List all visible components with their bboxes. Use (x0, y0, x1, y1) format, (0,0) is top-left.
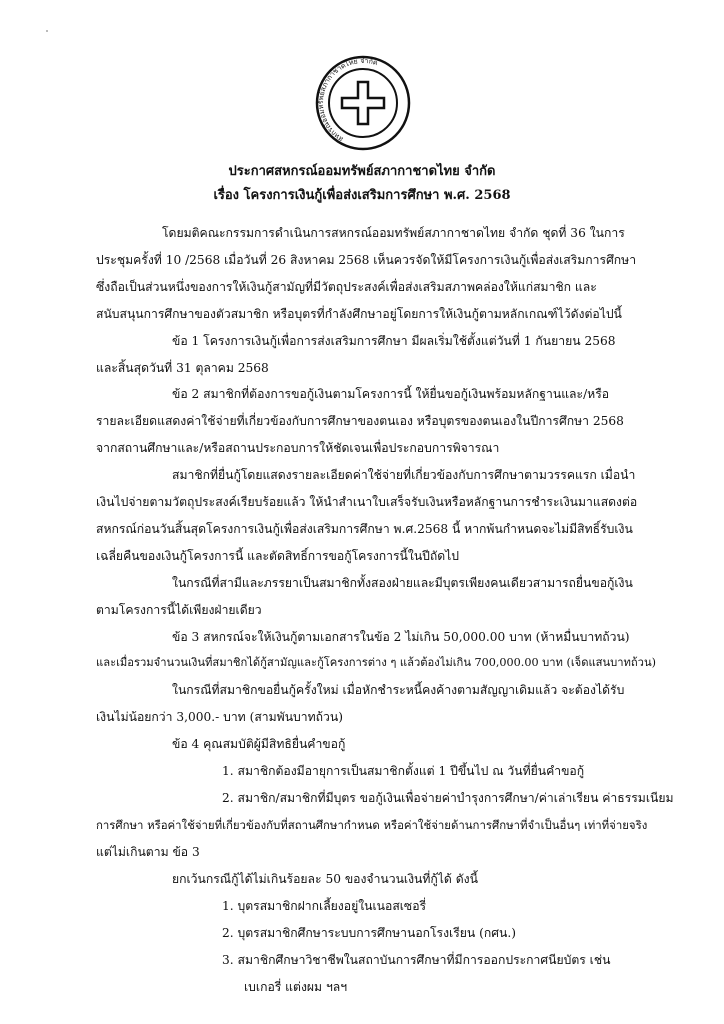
body-line: ตามโครงการนี้ได้เพียงฝ่ายเดียว (96, 603, 262, 617)
clause-line: ข้อ 4 คุณสมบัติผู้มีสิทธิยื่นคำขอกู้ (172, 737, 346, 751)
body-line: เฉลี่ยคืนของเงินกู้โครงการนี้ และตัดสิทธิ์การขอกู้โครงการนี้ในปีถัดไป (96, 549, 460, 563)
body-line: สหกรณ์ก่อนวันสิ้นสุดโครงการเงินกู้เพื่อส่งเสริมการศึกษา พ.ศ.2568 นี้ หากพ้นกำหนดจะไม่มีสิทธิ์รับเงิน (96, 522, 633, 536)
clause-line: ข้อ 3 สหกรณ์จะให้เงินกู้ตามเอกสารในข้อ 2 ไม่เกิน 50,000.00 บาท (ห้าหมื่นบาทถ้วน) (172, 630, 630, 644)
body-line: แต่ไม่เกินตาม ข้อ 3 (96, 845, 200, 859)
body-line: เงินไม่น้อยกว่า 3,000.- บาท (สามพันบาทถ้วน) (96, 710, 343, 724)
body-line: การศึกษา หรือค่าใช้จ่ายที่เกี่ยวข้องกับที่สถานศึกษากำหนด หรือค่าใช้จ่ายด้านการศึกษาที่จำเป็นอื่นๆ เท่าที่จ่ายจริง (96, 818, 648, 832)
scan-speck (46, 30, 48, 32)
list-item: 2. บุตรสมาชิกศึกษาระบบการศึกษานอกโรงเรียน (กศน.) (222, 926, 516, 940)
body-line: ซึ่งถือเป็นส่วนหนึ่งของการให้เงินกู้สามัญที่มีวัตถุประสงค์เพื่อส่งเสริมสภาพคล่องให้แก่สมาชิก และ (96, 280, 597, 294)
body-line: จากสถานศึกษาและ/หรือสถานประกอบการให้ชัดเจนเพื่อประกอบการพิจารณา (96, 441, 500, 455)
cooperative-seal-logo (314, 54, 412, 152)
body-line: และเมื่อรวมจำนวนเงินที่สมาชิกได้กู้สามัญและกู้โครงการต่าง ๆ แล้วต้องไม่เกิน 700,000.00 บาท (เจ็ดแสนบาทถ้วน) (96, 656, 656, 669)
clause-line: ข้อ 2 สมาชิกที่ต้องการขอกู้เงินตามโครงการนี้ ให้ยื่นขอกู้เงินพร้อมหลักฐานและ/หรือ (172, 387, 610, 401)
body-line: เงินไปจ่ายตามวัตถุประสงค์เรียบร้อยแล้ว ให้นำสำเนาใบเสร็จรับเงินหรือหลักฐานการชำระเงินมาแสดงต่อ (96, 495, 638, 509)
body-line: ในกรณีที่สมาชิกขอยื่นกู้ครั้งใหม่ เมื่อหักชำระหนี้คงค้างตามสัญญาเดิมแล้ว จะต้องได้รับ (172, 683, 625, 697)
list-item: เบเกอรี่ แต่งผม ฯลฯ (244, 980, 348, 994)
body-line: ประชุมครั้งที่ 10 /2568 เมื่อวันที่ 26 สิงหาคม 2568 เห็นควรจัดให้มีโครงการเงินกู้เพื่อส่งเสริมการศึกษา (96, 253, 637, 267)
body-line: โดยมติคณะกรรมการดำเนินการสหกรณ์ออมทรัพย์สภากาชาดไทย จำกัด ชุดที่ 36 ในการ (162, 226, 625, 240)
body-line: ในกรณีที่สามีและภรรยาเป็นสมาชิกทั้งสองฝ่ายและมีบุตรเพียงคนเดียวสามารถยื่นขอกู้เงิน (172, 576, 633, 590)
body-line: ยกเว้นกรณีกู้ได้ไม่เกินร้อยละ 50 ของจำนวนเงินที่กู้ได้ ดังนี้ (172, 872, 478, 886)
clause-line: ข้อ 1 โครงการเงินกู้เพื่อการส่งเสริมการศึกษา มีผลเริ่มใช้ตั้งแต่วันที่ 1 กันยายน 2568 (172, 334, 616, 348)
body-line: รายละเอียดแสดงค่าใช้จ่ายที่เกี่ยวข้องกับการศึกษาของตนเอง หรือบุตรของตนเองในปีการศึกษา 2568 (96, 414, 624, 428)
announcement-title: ประกาศสหกรณ์ออมทรัพย์สภากาชาดไทย จำกัด (228, 164, 496, 179)
body-line: สนับสนุนการศึกษาของตัวสมาชิก หรือบุตรที่กำลังศึกษาอยู่โดยการให้เงินกู้ตามหลักเกณฑ์ไว้ดังต่อไปนี้ (96, 307, 622, 321)
body-line: สมาชิกที่ยื่นกู้โดยแสดงรายละเอียดค่าใช้จ่ายที่เกี่ยวข้องกับการศึกษาตามวรรคแรก เมื่อนำ (172, 468, 636, 482)
list-item: 3. สมาชิกศึกษาวิชาชีพในสถาบันการศึกษาที่มีการออกประกาศนียบัตร เช่น (222, 953, 611, 967)
list-item: 2. สมาชิก/สมาชิกที่มีบุตร ขอกู้เงินเพื่อจ่ายค่าบำรุงการศึกษา/ค่าเล่าเรียน ค่าธรรมเนียม (222, 791, 674, 805)
announcement-subject: เรื่อง โครงการเงินกู้เพื่อส่งเสริมการศึกษา พ.ศ. 2568 (213, 188, 511, 203)
seal-ring-text: สหกรณ์ออมทรัพย์สภากาชาดไทย จำกัด (317, 56, 379, 144)
list-item: 1. สมาชิกต้องมีอายุการเป็นสมาชิกตั้งแต่ 1 ปีขึ้นไป ณ วันที่ยื่นคำขอกู้ (222, 764, 585, 778)
list-item: 1. บุตรสมาชิกฝากเลี้ยงอยู่ในเนอสเซอรี่ (222, 899, 427, 913)
body-line: และสิ้นสุดวันที่ 31 ตุลาคม 2568 (96, 361, 269, 375)
